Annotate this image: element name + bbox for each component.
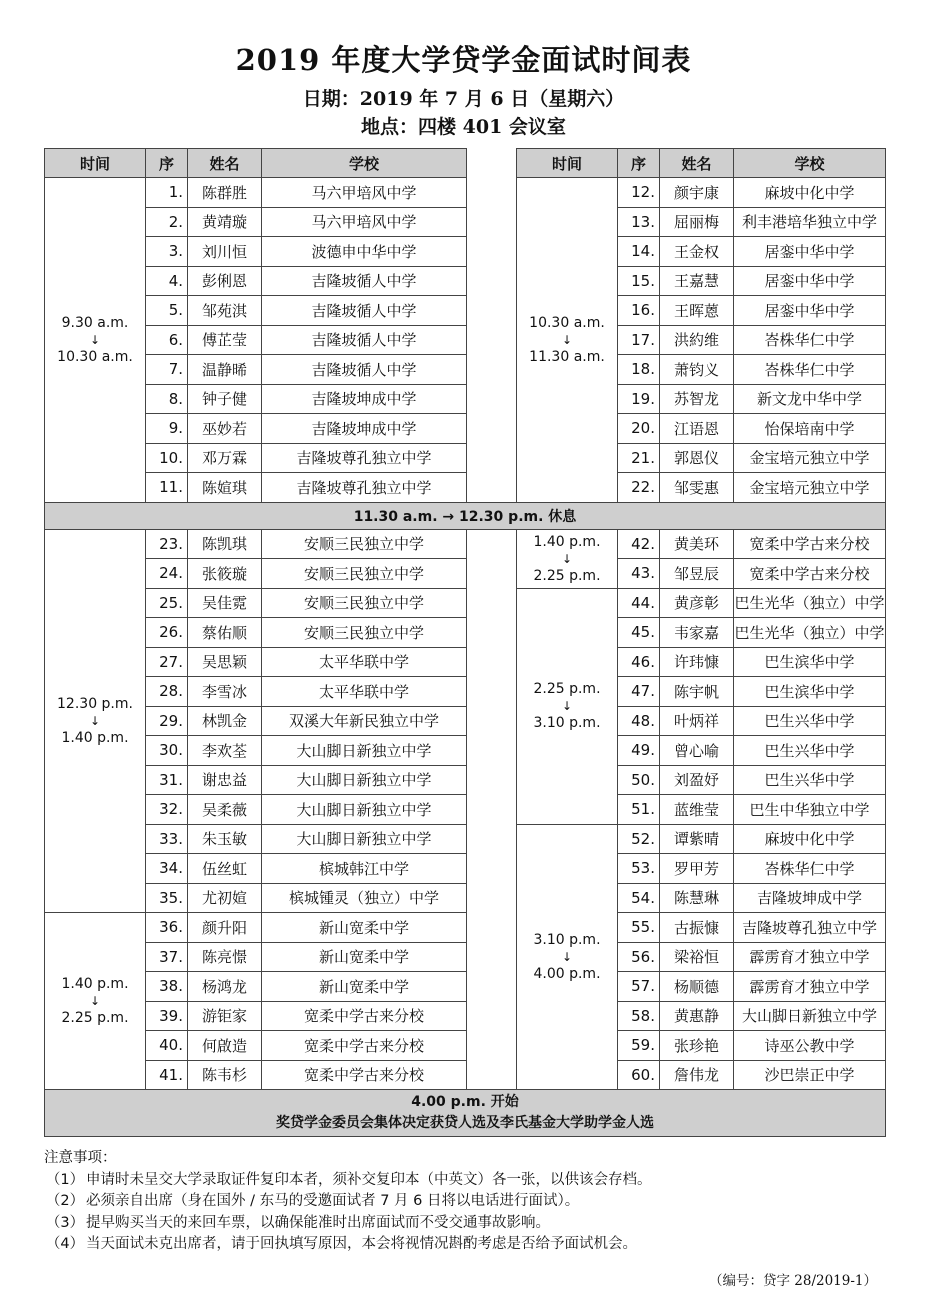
seq-cell: 37. xyxy=(146,942,188,972)
school-cell: 巴生光华（独立）中学 xyxy=(734,588,886,618)
school-cell: 怡保培南中学 xyxy=(734,414,886,444)
table-row xyxy=(45,443,886,473)
seq-cell: 5. xyxy=(146,296,188,326)
name-cell: 傅芷莹 xyxy=(188,325,262,355)
seq-cell: 10. xyxy=(146,443,188,473)
column-gap xyxy=(467,529,517,1090)
name-cell: 杨鸿龙 xyxy=(188,972,262,1002)
name-cell: 邹苑淇 xyxy=(188,296,262,326)
header-seq: 序 xyxy=(618,149,660,178)
table-row xyxy=(45,972,886,1002)
note-number: （4） xyxy=(45,1236,85,1252)
down-arrow-icon: ↓ xyxy=(89,994,101,1008)
time-start: 9.30 a.m. xyxy=(61,314,129,331)
seq-cell: 58. xyxy=(618,1001,660,1031)
name-cell: 游钜家 xyxy=(188,1001,262,1031)
name-cell: 李雪冰 xyxy=(188,677,262,707)
school-cell: 宽柔中学古来分校 xyxy=(262,1001,467,1031)
time-end: 11.30 a.m. xyxy=(529,348,605,365)
table-row xyxy=(45,647,886,677)
school-cell: 安顺三民独立中学 xyxy=(262,559,467,589)
seq-cell: 41. xyxy=(146,1060,188,1090)
table-row xyxy=(45,677,886,707)
time-end: 4.00 p.m. xyxy=(533,965,601,982)
school-cell: 霹雳育才独立中学 xyxy=(734,972,886,1002)
school-cell: 巴生滨华中学 xyxy=(734,677,886,707)
school-cell: 安顺三民独立中学 xyxy=(262,618,467,648)
seq-cell: 43. xyxy=(618,559,660,589)
seq-cell: 50. xyxy=(618,765,660,795)
seq-cell: 18. xyxy=(618,355,660,385)
school-cell: 峇株华仁中学 xyxy=(734,854,886,884)
time-slot xyxy=(45,529,146,913)
seq-cell: 34. xyxy=(146,854,188,884)
time-end: 10.30 a.m. xyxy=(57,348,133,365)
name-cell: 颜升阳 xyxy=(188,913,262,943)
table-row xyxy=(45,1001,886,1031)
seq-cell: 42. xyxy=(618,529,660,559)
name-cell: 罗甲芳 xyxy=(660,854,734,884)
school-cell: 金宝培元独立中学 xyxy=(734,443,886,473)
table-row xyxy=(45,296,886,326)
column-gap xyxy=(467,149,517,178)
time-slot xyxy=(45,913,146,1090)
school-cell: 宽柔中学古来分校 xyxy=(262,1060,467,1090)
seq-cell: 53. xyxy=(618,854,660,884)
school-cell: 吉隆坡尊孔独立中学 xyxy=(262,473,467,503)
header-time: 时间 xyxy=(45,149,146,178)
seq-cell: 28. xyxy=(146,677,188,707)
venue-line: 地点：四楼 401 会议室 xyxy=(361,116,566,138)
down-arrow-icon: ↓ xyxy=(89,713,101,728)
name-cell: 巫妙若 xyxy=(188,414,262,444)
seq-cell: 44. xyxy=(618,588,660,618)
down-arrow-icon: ↓ xyxy=(89,332,101,347)
note-text: 必须亲自出席（身在国外 / 东马的受邀面试者 7 月 6 日将以电话进行面试）。 xyxy=(86,1193,580,1209)
school-cell: 居銮中华中学 xyxy=(734,266,886,296)
table-row xyxy=(45,795,886,825)
name-cell: 蔡佑顺 xyxy=(188,618,262,648)
school-cell: 巴生滨华中学 xyxy=(734,647,886,677)
note-number: （2） xyxy=(45,1193,85,1209)
school-cell: 大山脚日新独立中学 xyxy=(262,824,467,854)
header-school: 学校 xyxy=(262,149,467,178)
school-cell: 吉隆坡循人中学 xyxy=(262,296,467,326)
name-cell: 黄彦彰 xyxy=(660,588,734,618)
name-cell: 郭恩仪 xyxy=(660,443,734,473)
school-cell: 沙巴崇正中学 xyxy=(734,1060,886,1090)
name-cell: 萧钧义 xyxy=(660,355,734,385)
name-cell: 陈亮憬 xyxy=(188,942,262,972)
school-cell: 波德申中华中学 xyxy=(262,237,467,267)
name-cell: 杨顺德 xyxy=(660,972,734,1002)
school-cell: 吉隆坡坤成中学 xyxy=(734,883,886,913)
time-start: 1.40 p.m. xyxy=(533,533,601,550)
note-text: 当天面试未克出席者，请于回执填写原因，本会将视情况斟酌考虑是否给予面试机会。 xyxy=(86,1236,637,1252)
school-cell: 大山脚日新独立中学 xyxy=(734,1001,886,1031)
name-cell: 蓝维莹 xyxy=(660,795,734,825)
name-cell: 许玮慷 xyxy=(660,647,734,677)
school-cell: 巴生兴华中学 xyxy=(734,706,886,736)
name-cell: 吴柔薇 xyxy=(188,795,262,825)
header-name: 姓名 xyxy=(188,149,262,178)
table-row xyxy=(45,883,886,913)
table-row xyxy=(45,854,886,884)
schedule-table xyxy=(44,148,886,1137)
school-cell: 新山宽柔中学 xyxy=(262,942,467,972)
school-cell: 诗巫公教中学 xyxy=(734,1031,886,1061)
name-cell: 颜宇康 xyxy=(660,178,734,208)
school-cell: 宽柔中学古来分校 xyxy=(262,1031,467,1061)
note-text: 申请时未呈交大学录取证件复印本者，须补交复印本（中英文）各一张，以供该会存档。 xyxy=(86,1171,652,1188)
name-cell: 王晖蒽 xyxy=(660,296,734,326)
document-code: （编号：贷字 28/2019-1） xyxy=(708,1273,877,1289)
seq-cell: 52. xyxy=(618,824,660,854)
seq-cell: 59. xyxy=(618,1031,660,1061)
name-cell: 叶炳祥 xyxy=(660,706,734,736)
date-line: 日期：2019 年 7 月 6 日（星期六） xyxy=(302,88,625,110)
time-end: 2.25 p.m. xyxy=(533,567,601,584)
name-cell: 刘盈妤 xyxy=(660,765,734,795)
name-cell: 黄美环 xyxy=(660,529,734,559)
seq-cell: 19. xyxy=(618,384,660,414)
school-cell: 安顺三民独立中学 xyxy=(262,529,467,559)
seq-cell: 6. xyxy=(146,325,188,355)
school-cell: 吉隆坡循人中学 xyxy=(262,325,467,355)
school-cell: 新文龙中华中学 xyxy=(734,384,886,414)
name-cell: 梁裕恒 xyxy=(660,942,734,972)
note-number: （1） xyxy=(45,1171,85,1188)
seq-cell: 11. xyxy=(146,473,188,503)
table-row xyxy=(45,266,886,296)
seq-cell: 1. xyxy=(146,178,188,208)
name-cell: 韦家嘉 xyxy=(660,618,734,648)
name-cell: 邹雯惠 xyxy=(660,473,734,503)
name-cell: 陈宇帆 xyxy=(660,677,734,707)
name-cell: 陈群胜 xyxy=(188,178,262,208)
school-cell: 霹雳育才独立中学 xyxy=(734,942,886,972)
seq-cell: 45. xyxy=(618,618,660,648)
table-row xyxy=(45,178,886,208)
seq-cell: 4. xyxy=(146,266,188,296)
table-row xyxy=(45,1060,886,1090)
note-item xyxy=(44,1191,894,1213)
name-cell: 黄靖璇 xyxy=(188,207,262,237)
header-name: 姓名 xyxy=(660,149,734,178)
down-arrow-icon: ↓ xyxy=(561,551,573,566)
afternoon-block xyxy=(45,529,886,1090)
school-cell: 槟城韩江中学 xyxy=(262,854,467,884)
school-cell: 大山脚日新独立中学 xyxy=(262,765,467,795)
time-end: 2.25 p.m. xyxy=(61,1010,129,1026)
seq-cell: 16. xyxy=(618,296,660,326)
school-cell: 太平华联中学 xyxy=(262,647,467,677)
time-start: 10.30 a.m. xyxy=(529,314,605,331)
seq-cell: 38. xyxy=(146,972,188,1002)
break-text: 11.30 a.m. → 12.30 p.m. 休息 xyxy=(45,502,886,529)
name-cell: 洪約维 xyxy=(660,325,734,355)
name-cell: 温静晞 xyxy=(188,355,262,385)
name-cell: 邹昱辰 xyxy=(660,559,734,589)
table-row xyxy=(45,736,886,766)
seq-cell: 31. xyxy=(146,765,188,795)
table-row xyxy=(45,913,886,943)
seq-cell: 21. xyxy=(618,443,660,473)
seq-cell: 40. xyxy=(146,1031,188,1061)
name-cell: 古振慷 xyxy=(660,913,734,943)
time-start: 12.30 p.m. xyxy=(57,695,133,712)
school-cell: 居銮中华中学 xyxy=(734,237,886,267)
school-cell: 太平华联中学 xyxy=(262,677,467,707)
school-cell: 马六甲培风中学 xyxy=(262,207,467,237)
time-slot xyxy=(517,824,618,1090)
name-cell: 屈丽梅 xyxy=(660,207,734,237)
school-cell: 吉隆坡尊孔独立中学 xyxy=(262,443,467,473)
header-time: 时间 xyxy=(517,149,618,178)
column-gap xyxy=(467,178,517,503)
school-cell: 吉隆坡坤成中学 xyxy=(262,414,467,444)
header-school: 学校 xyxy=(734,149,886,178)
name-cell: 邓万霖 xyxy=(188,443,262,473)
name-cell: 詹伟龙 xyxy=(660,1060,734,1090)
name-cell: 尤初媗 xyxy=(188,883,262,913)
school-cell: 宽柔中学古来分校 xyxy=(734,529,886,559)
name-cell: 谭紫晴 xyxy=(660,824,734,854)
table-row xyxy=(45,529,886,559)
seq-cell: 13. xyxy=(618,207,660,237)
name-cell: 曾心喻 xyxy=(660,736,734,766)
header-row xyxy=(45,149,886,178)
school-cell: 大山脚日新独立中学 xyxy=(262,736,467,766)
time-slot xyxy=(45,178,146,503)
note-item xyxy=(44,1213,894,1235)
name-cell: 陈媗琪 xyxy=(188,473,262,503)
seq-cell: 7. xyxy=(146,355,188,385)
time-start: 3.10 p.m. xyxy=(533,931,601,948)
seq-cell: 55. xyxy=(618,913,660,943)
name-cell: 彭俐恩 xyxy=(188,266,262,296)
name-cell: 张筱璇 xyxy=(188,559,262,589)
name-cell: 张珍艳 xyxy=(660,1031,734,1061)
time-slot xyxy=(517,588,618,824)
name-cell: 吴思颖 xyxy=(188,647,262,677)
time-end: 1.40 p.m. xyxy=(61,729,129,746)
school-cell: 大山脚日新独立中学 xyxy=(262,795,467,825)
name-cell: 王金权 xyxy=(660,237,734,267)
school-cell: 马六甲培风中学 xyxy=(262,178,467,208)
header-seq: 序 xyxy=(146,149,188,178)
time-slot xyxy=(517,178,618,503)
footer-cell xyxy=(45,1090,886,1137)
seq-cell: 25. xyxy=(146,588,188,618)
table-row xyxy=(45,355,886,385)
name-cell: 刘川恒 xyxy=(188,237,262,267)
page-title: 2019 年度大学贷学金面试时间表 xyxy=(235,43,692,77)
name-cell: 王嘉慧 xyxy=(660,266,734,296)
down-arrow-icon: ↓ xyxy=(561,949,573,964)
seq-cell: 32. xyxy=(146,795,188,825)
seq-cell: 35. xyxy=(146,883,188,913)
school-cell: 双溪大年新民独立中学 xyxy=(262,706,467,736)
note-item xyxy=(44,1170,894,1192)
seq-cell: 56. xyxy=(618,942,660,972)
footer-row xyxy=(45,1090,886,1137)
seq-cell: 14. xyxy=(618,237,660,267)
school-cell: 吉隆坡循人中学 xyxy=(262,355,467,385)
seq-cell: 47. xyxy=(618,677,660,707)
name-cell: 李欢荃 xyxy=(188,736,262,766)
table-row xyxy=(45,473,886,503)
seq-cell: 36. xyxy=(146,913,188,943)
table-row xyxy=(45,414,886,444)
school-cell: 峇株华仁中学 xyxy=(734,325,886,355)
seq-cell: 29. xyxy=(146,706,188,736)
down-arrow-icon: ↓ xyxy=(561,699,573,713)
name-cell: 朱玉敏 xyxy=(188,824,262,854)
seq-cell: 23. xyxy=(146,529,188,559)
school-cell: 巴生光华（独立）中学 xyxy=(734,618,886,648)
name-cell: 陈慧琳 xyxy=(660,883,734,913)
seq-cell: 48. xyxy=(618,706,660,736)
name-cell: 陈韦杉 xyxy=(188,1060,262,1090)
table-row xyxy=(45,706,886,736)
seq-cell: 24. xyxy=(146,559,188,589)
name-cell: 伍丝虹 xyxy=(188,854,262,884)
down-arrow-icon: ↓ xyxy=(561,332,573,347)
morning-block xyxy=(45,178,886,503)
seq-cell: 15. xyxy=(618,266,660,296)
seq-cell: 12. xyxy=(618,178,660,208)
name-cell: 江语恩 xyxy=(660,414,734,444)
table-row xyxy=(45,237,886,267)
notes-title: 注意事项： xyxy=(44,1150,117,1166)
table-row xyxy=(45,618,886,648)
seq-cell: 57. xyxy=(618,972,660,1002)
seq-cell: 26. xyxy=(146,618,188,648)
name-cell: 钟子健 xyxy=(188,384,262,414)
school-cell: 新山宽柔中学 xyxy=(262,972,467,1002)
school-cell: 宽柔中学古来分校 xyxy=(734,559,886,589)
school-cell: 麻坡中化中学 xyxy=(734,178,886,208)
note-item xyxy=(44,1234,894,1256)
school-cell: 利丰港培华独立中学 xyxy=(734,207,886,237)
seq-cell: 9. xyxy=(146,414,188,444)
seq-cell: 8. xyxy=(146,384,188,414)
seq-cell: 54. xyxy=(618,883,660,913)
seq-cell: 30. xyxy=(146,736,188,766)
school-cell: 巴生中华独立中学 xyxy=(734,795,886,825)
school-cell: 吉隆坡循人中学 xyxy=(262,266,467,296)
note-number: （3） xyxy=(45,1214,85,1231)
time-start: 1.40 p.m. xyxy=(61,976,129,992)
table-row xyxy=(45,824,886,854)
seq-cell: 17. xyxy=(618,325,660,355)
break-row xyxy=(45,502,886,529)
notes-section xyxy=(44,1148,894,1256)
name-cell: 何啟造 xyxy=(188,1031,262,1061)
seq-cell: 51. xyxy=(618,795,660,825)
footer-line-2: 奖贷学金委员会集体决定获贷人选及李氏基金大学助学金人选 xyxy=(276,1115,654,1131)
seq-cell: 60. xyxy=(618,1060,660,1090)
table-row xyxy=(45,588,886,618)
table-row xyxy=(45,325,886,355)
table-row xyxy=(45,384,886,414)
school-cell: 新山宽柔中学 xyxy=(262,913,467,943)
school-cell: 吉隆坡坤成中学 xyxy=(262,384,467,414)
seq-cell: 20. xyxy=(618,414,660,444)
name-cell: 林凯金 xyxy=(188,706,262,736)
seq-cell: 3. xyxy=(146,237,188,267)
school-cell: 金宝培元独立中学 xyxy=(734,473,886,503)
name-cell: 陈凯琪 xyxy=(188,529,262,559)
time-slot xyxy=(517,529,618,588)
table-row xyxy=(45,942,886,972)
table-row xyxy=(45,207,886,237)
school-cell: 吉隆坡尊孔独立中学 xyxy=(734,913,886,943)
school-cell: 峇株华仁中学 xyxy=(734,355,886,385)
school-cell: 居銮中华中学 xyxy=(734,296,886,326)
school-cell: 槟城锺灵（独立）中学 xyxy=(262,883,467,913)
name-cell: 谢忠益 xyxy=(188,765,262,795)
school-cell: 巴生兴华中学 xyxy=(734,736,886,766)
seq-cell: 49. xyxy=(618,736,660,766)
name-cell: 吴佳霓 xyxy=(188,588,262,618)
seq-cell: 27. xyxy=(146,647,188,677)
footer-line-1: 4.00 p.m. 开始 xyxy=(411,1094,519,1110)
school-cell: 安顺三民独立中学 xyxy=(262,588,467,618)
table-row xyxy=(45,1031,886,1061)
seq-cell: 22. xyxy=(618,473,660,503)
note-text: 提早购买当天的来回车票，以确保能准时出席面试而不受交通事故影响。 xyxy=(86,1214,550,1231)
seq-cell: 33. xyxy=(146,824,188,854)
table-row xyxy=(45,765,886,795)
name-cell: 苏智龙 xyxy=(660,384,734,414)
table-row xyxy=(45,559,886,589)
seq-cell: 46. xyxy=(618,647,660,677)
seq-cell: 39. xyxy=(146,1001,188,1031)
seq-cell: 2. xyxy=(146,207,188,237)
time-start: 2.25 p.m. xyxy=(533,681,601,697)
school-cell: 麻坡中化中学 xyxy=(734,824,886,854)
name-cell: 黄惠静 xyxy=(660,1001,734,1031)
time-end: 3.10 p.m. xyxy=(533,715,601,731)
school-cell: 巴生兴华中学 xyxy=(734,765,886,795)
